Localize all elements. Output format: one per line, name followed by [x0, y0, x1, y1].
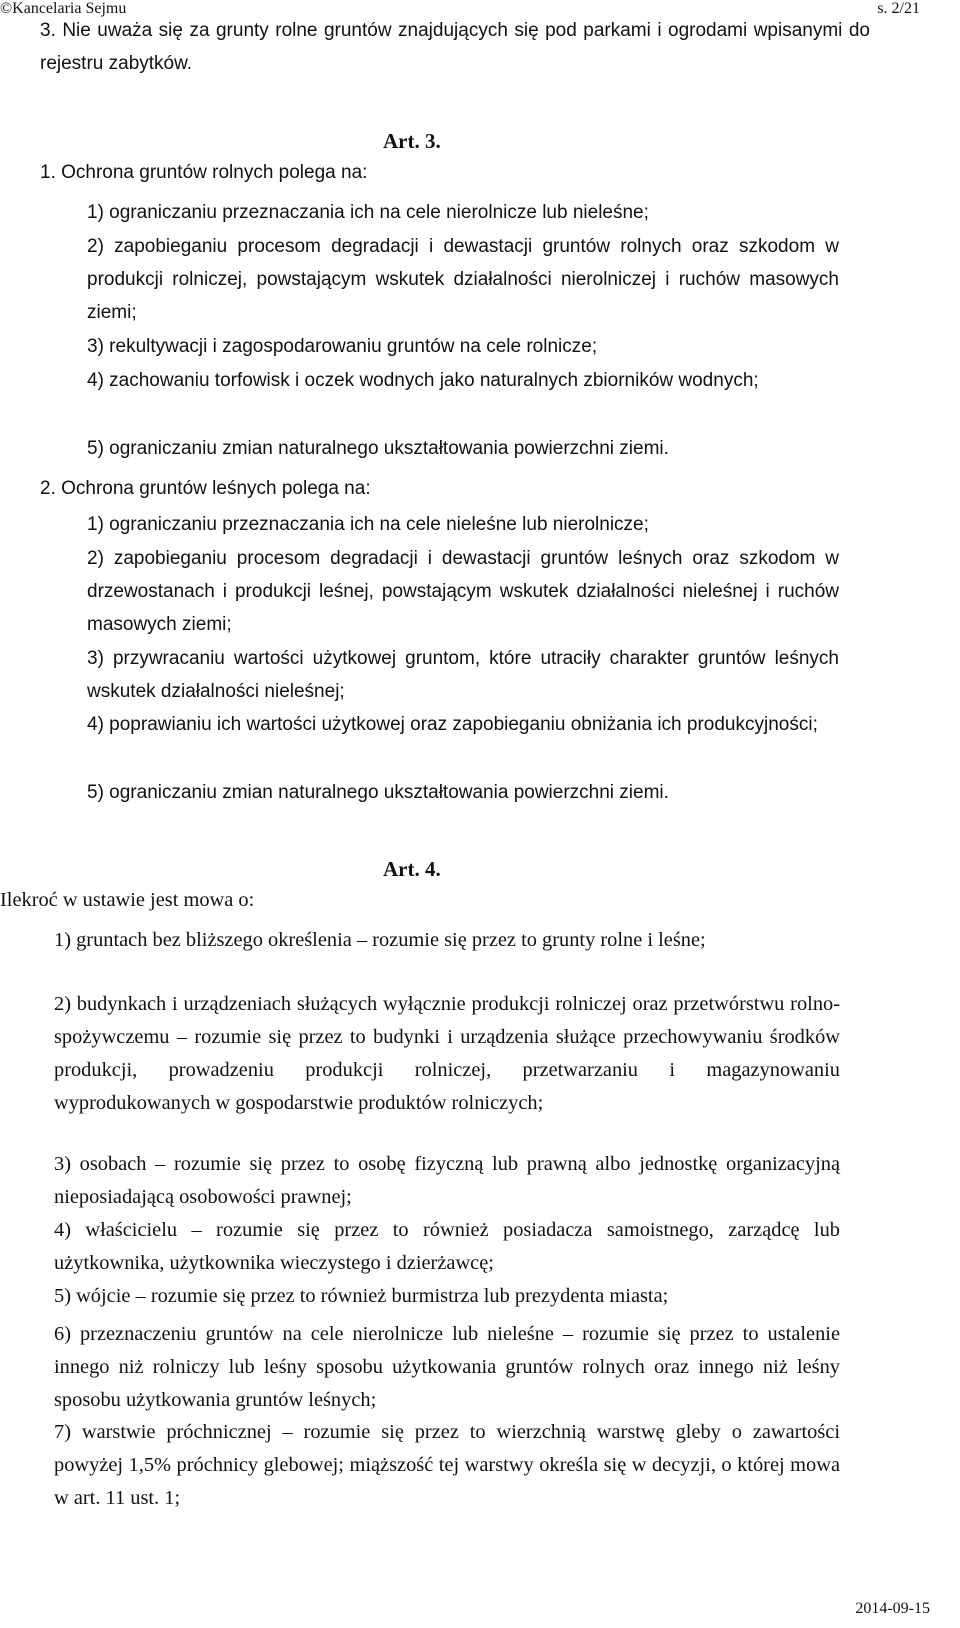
art3-ust1-item-4: 4) zachowaniu torfowisk i oczek wodnych jako naturalnych zbiorników wodnych;	[87, 370, 759, 391]
article-4-title: Art. 4.	[383, 857, 441, 881]
art4-item-3: 3) osobach – rozumie się przez to osobę fizyczną lub prawną albo jednostkę organizacyjną nieposiadającą osobowości prawnej;	[54, 1153, 840, 1208]
page-number: s. 2/21	[877, 0, 920, 17]
art4-item-4: 4) właścicielu – rozumie się przez to również posiadacza samoistnego, zarządcę lub użytkownika, użytkownika wieczystego i dzierżawcę;	[54, 1219, 840, 1274]
copyright-header: ©Kancelaria Sejmu	[0, 0, 127, 17]
art4-intro: Ilekroć w ustawie jest mowa o:	[0, 889, 255, 911]
art4-item-5: 5) wójcie – rozumie się przez to również burmistrza lub prezydenta miasta;	[54, 1285, 669, 1307]
art3-ust1-item-1: 1) ograniczaniu przeznaczania ich na cele nierolnicze lub nieleśne;	[87, 202, 649, 223]
art3-ust2-item-3: 3) przywracaniu wartości użytkowej gruntom, które utraciły charakter gruntów leśnych wskutek działalności nieleśnej;	[87, 648, 839, 702]
art4-item-7: 7) warstwie próchnicznej – rozumie się przez to wierzchnią warstwę gleby o zawartości powyżej 1,5% próchnicy glebowej; miąższość tej warstwy określa się w decyzji, o której mowa w art. 11 ust. 1;	[54, 1421, 840, 1509]
art3-ust1-item-5: 5) ograniczaniu zmian naturalnego ukształtowania powierzchni ziemi.	[87, 438, 669, 459]
art3-ust1-intro: 1. Ochrona gruntów rolnych polega na:	[40, 162, 368, 183]
art3-ust1-item-3: 3) rekultywacji i zagospodarowaniu gruntów na cele rolnicze;	[87, 336, 598, 357]
art4-item-6: 6) przeznaczeniu gruntów na cele nierolnicze lub nieleśne – rozumie się przez to ustalenie innego niż rolniczy lub leśny sposobu użytkowania gruntów rolnych oraz innego niż leśny sposobu użytkowania gruntów leśnych;	[54, 1323, 840, 1411]
art3-ust2-intro: 2. Ochrona gruntów leśnych polega na:	[40, 478, 371, 499]
art3-ust2-item-2: 2) zapobieganiu procesom degradacji i dewastacji gruntów leśnych oraz szkodom w drzewostanach i produkcji leśnej, powstającym wskutek działalności nieleśnej i ruchów masowych ziemi;	[87, 548, 839, 635]
footer-date: 2014-09-15	[855, 1600, 930, 1617]
art4-item-1: 1) gruntach bez bliższego określenia – rozumie się przez to grunty rolne i leśne;	[54, 929, 706, 951]
art4-item-2: 2) budynkach i urządzeniach służących wyłącznie produkcji rolniczej oraz przetwórstwu rolno-spożywczemu – rozumie się przez to budynki i urządzenia służące przechowywaniu środków produkcji, prowadzeniu produkcji rolniczej, przetwarzaniu i magazynowaniu wyprodukowanych w gospodarstwie produktów rolniczych;	[54, 993, 840, 1114]
art3-ust2-item-4: 4) poprawianiu ich wartości użytkowej oraz zapobieganiu obniżania ich produkcyjności;	[87, 714, 818, 735]
article-3-title: Art. 3.	[383, 129, 441, 153]
art3-ust2-item-1: 1) ograniczaniu przeznaczania ich na cele nieleśne lub nierolnicze;	[87, 514, 649, 535]
art3-ust2-item-5: 5) ograniczaniu zmian naturalnego ukształtowania powierzchni ziemi.	[87, 782, 669, 803]
paragraph-prev-3: 3. Nie uważa się za grunty rolne gruntów znajdujących się pod parkami i ogrodami wpisanymi do rejestru zabytków.	[40, 20, 870, 74]
art3-ust1-item-2: 2) zapobieganiu procesom degradacji i dewastacji gruntów rolnych oraz szkodom w produkcji rolniczej, powstającym wskutek działalności nierolniczej i ruchów masowych ziemi;	[87, 236, 839, 323]
